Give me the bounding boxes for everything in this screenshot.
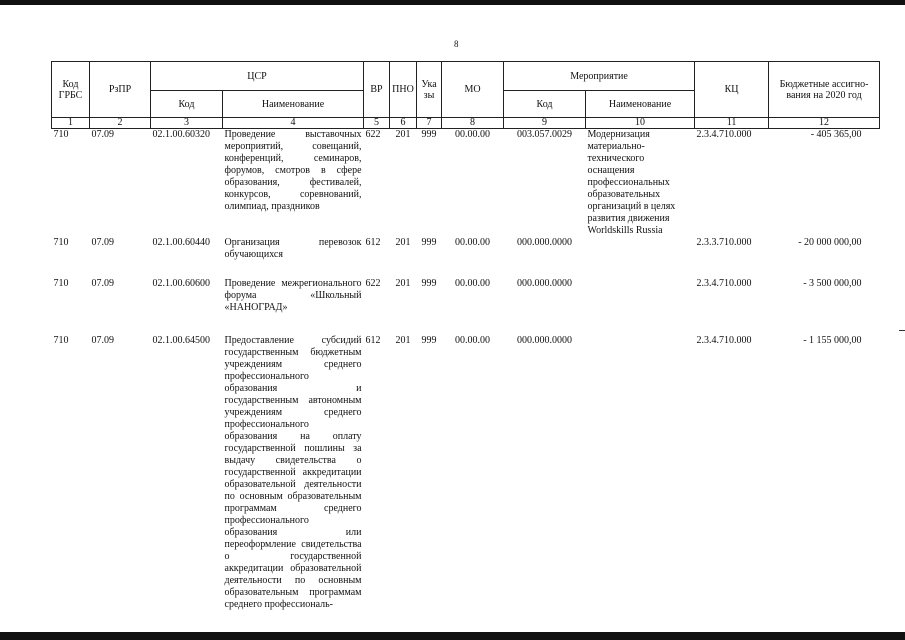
cell-amount: - 3 500 000,00 [803, 278, 862, 289]
header-kc: КЦ [695, 62, 769, 118]
cell-mer-name [586, 237, 695, 278]
cell-kod-grbs: 710 [53, 278, 69, 289]
cell-csr-kod: 02.1.00.60600 [152, 278, 210, 289]
cell-kc: 2.3.4.710.000 [696, 335, 752, 346]
cell-mo: 00.00.00 [455, 237, 491, 248]
col-number: 11 [695, 118, 769, 129]
table-row [52, 335, 880, 625]
cell-pno: 201 [395, 278, 411, 289]
cell-ukazy: 999 [421, 129, 437, 140]
col-number: 9 [504, 118, 586, 129]
cell-rzpr: 07.09 [91, 335, 114, 346]
header-vr: ВР [364, 62, 390, 118]
table-row [52, 278, 880, 335]
cell-rzpr: 07.09 [91, 278, 114, 289]
cell-pno: 201 [395, 237, 411, 248]
cell-ukazy: 999 [421, 335, 437, 346]
cell-csr-name: Проведение межрегионального форума «Школьный «НАНОГРАД» [224, 278, 362, 313]
cell-csr-name: Организация перевозок обучающихся [224, 237, 362, 260]
col-number: 4 [223, 118, 364, 129]
col-number: 12 [769, 118, 880, 129]
cell-mer-name [586, 278, 695, 335]
cell-pno: 201 [395, 129, 411, 140]
cell-mo: 00.00.00 [455, 335, 491, 346]
cell-mo: 00.00.00 [455, 278, 491, 289]
cell-kod-grbs: 710 [53, 335, 69, 346]
header-csr-name: Наименование [223, 91, 364, 118]
scan-top-edge [0, 0, 905, 5]
cell-amount: - 405 365,00 [810, 129, 862, 140]
cell-mo: 00.00.00 [455, 129, 491, 140]
cell-ukazy: 999 [421, 278, 437, 289]
cell-mer-name: Модернизация материально-технического оснащения профессиональных образовательных организаций в целях развития движения Worldskills Russia [587, 129, 676, 236]
cell-csr-name: Проведение выставочных мероприятий, совещаний, конференций, семинаров, форумов, смотров в сфере образования, фестивалей, конкурсов, соревнований, олимпиад, праздников [224, 129, 362, 212]
cell-kod-grbs: 710 [53, 129, 69, 140]
header-csr: ЦСР [151, 62, 364, 91]
col-number: 8 [442, 118, 504, 129]
header-mer-name: Наименование [586, 91, 695, 118]
col-number: 6 [390, 118, 417, 129]
col-number: 7 [417, 118, 442, 129]
header-meropriyatie: Мероприятие [504, 62, 695, 91]
col-number: 5 [364, 118, 390, 129]
cell-vr: 622 [365, 278, 381, 289]
header-csr-kod: Код [151, 91, 223, 118]
scan-margin-mark [899, 330, 905, 331]
header-kod-grbs: Код ГРБС [52, 62, 90, 118]
cell-csr-kod: 02.1.00.64500 [152, 335, 210, 346]
header-ukazy: Ука зы [417, 62, 442, 118]
header-row-1 [52, 62, 880, 91]
cell-vr: 612 [365, 237, 381, 248]
cell-kc: 2.3.3.710.000 [696, 237, 752, 248]
cell-mer-kod: 000.000.0000 [517, 237, 573, 248]
cell-vr: 622 [365, 129, 381, 140]
cell-mer-kod: 000.000.0000 [517, 278, 573, 289]
header-mer-kod: Код [504, 91, 586, 118]
cell-kc: 2.3.4.710.000 [696, 278, 752, 289]
header-mo: МО [442, 62, 504, 118]
cell-csr-kod: 02.1.00.60320 [152, 129, 210, 140]
column-number-row [52, 118, 880, 129]
cell-mer-kod: 003.057.0029 [517, 129, 573, 140]
scan-bottom-edge [0, 632, 905, 640]
cell-csr-kod: 02.1.00.60440 [152, 237, 210, 248]
budget-table [51, 61, 880, 625]
cell-kod-grbs: 710 [53, 237, 69, 248]
cell-ukazy: 999 [421, 237, 437, 248]
cell-vr: 612 [365, 335, 381, 346]
cell-kc: 2.3.4.710.000 [696, 129, 752, 140]
cell-mer-name [586, 335, 695, 625]
table-row [52, 129, 880, 238]
cell-pno: 201 [395, 335, 411, 346]
cell-csr-name: Предоставление субсидий государственным бюджетным учреждениям среднего профессионального образования и государственным автономным учреждениям среднего профессионального образования на оплату государственной пошлины за выдачу свидетельства о государственной аккредитации образовательной деятельности по основным образовательным программам среднего профессионального образования или переоформление свидетельства о государственной аккредитации образовательной деятельности по основным образовательным программам среднего профессиональ- [224, 335, 362, 610]
header-pno: ПНО [390, 62, 417, 118]
table-row [52, 237, 880, 278]
cell-amount: - 20 000 000,00 [798, 237, 862, 248]
col-number: 1 [52, 118, 90, 129]
col-number: 10 [586, 118, 695, 129]
col-number: 2 [90, 118, 151, 129]
cell-amount: - 1 155 000,00 [803, 335, 862, 346]
cell-rzpr: 07.09 [91, 237, 114, 248]
header-rzpr: РзПР [90, 62, 151, 118]
header-budget: Бюджетные ассигно-вания на 2020 год [769, 62, 880, 118]
cell-rzpr: 07.09 [91, 129, 114, 140]
col-number: 3 [151, 118, 223, 129]
page-number: 8 [454, 39, 459, 49]
cell-mer-kod: 000.000.0000 [517, 335, 573, 346]
